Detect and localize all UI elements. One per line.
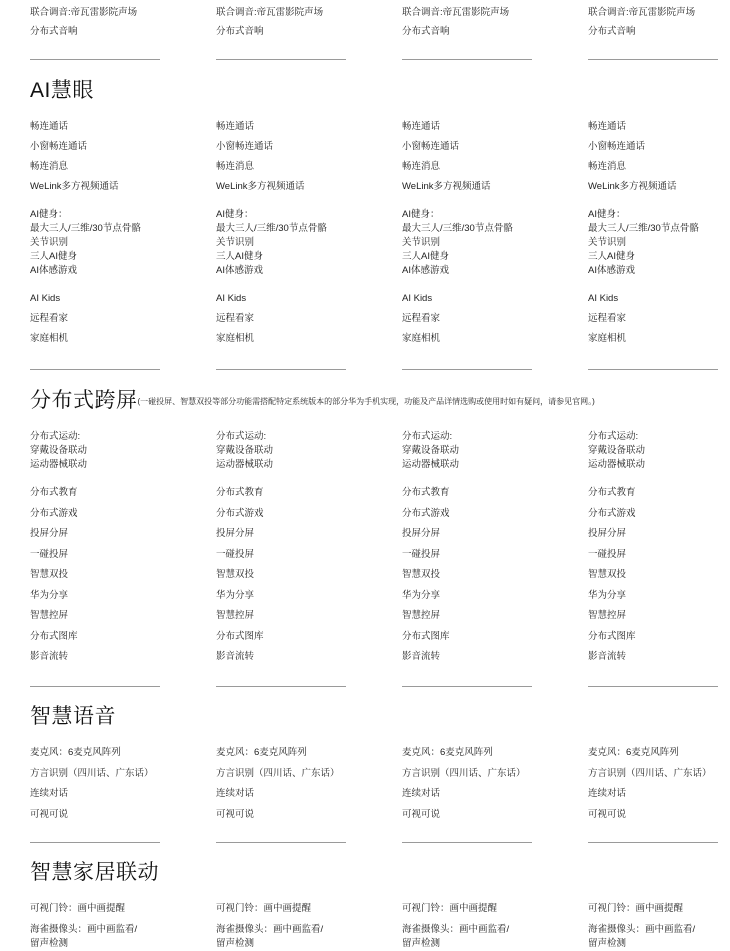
spec-line: 一碰投屏 xyxy=(402,548,441,560)
spec-line: WeLink多方视频通话 xyxy=(588,181,677,192)
spec-line: AI体感游戏 xyxy=(402,265,449,276)
spec-line: 留声检测 xyxy=(216,937,255,949)
spec-line: 穿戴设备联动 xyxy=(30,445,88,456)
section-title-home: 智慧家居联动 xyxy=(30,861,159,884)
spec-line: 关节识别 xyxy=(588,237,627,248)
spec-line: 可视可说 xyxy=(402,808,441,820)
spec-line: 联合调音:帝瓦雷影院声场 xyxy=(216,7,324,18)
spec-line: AI健身： xyxy=(588,209,626,220)
voice-col xyxy=(588,746,730,822)
spec-line: 可视可说 xyxy=(30,808,69,820)
spec-line: 远程看家 xyxy=(588,313,627,324)
spec-line: 畅连通话 xyxy=(402,121,441,132)
spec-line: 投屏分屏 xyxy=(402,528,441,539)
home-col xyxy=(30,902,205,951)
spec-line: 麦克风：6麦克风阵列 xyxy=(402,747,493,758)
divider xyxy=(30,369,160,370)
section-title-voice: 智慧语音 xyxy=(30,705,116,728)
spec-line: 三人AI健身 xyxy=(30,251,77,262)
spec-line: 影音流转 xyxy=(402,651,441,662)
spec-line: 投屏分屏 xyxy=(216,528,255,539)
distributed-col xyxy=(216,430,391,664)
ai-eye-col xyxy=(402,120,577,346)
voice-col xyxy=(216,746,391,822)
spec-line: 远程看家 xyxy=(402,313,441,324)
spec-line: 最大三人/三维/30节点骨骼 xyxy=(30,223,141,234)
spec-line: AI体感游戏 xyxy=(30,265,77,276)
spec-line: WeLink多方视频通话 xyxy=(402,181,491,192)
spec-line: 远程看家 xyxy=(30,313,69,324)
spec-line: 麦克风：6麦克风阵列 xyxy=(30,747,121,758)
spec-line: 一碰投屏 xyxy=(30,548,69,560)
section-note: (一碰投屏、智慧双投等部分功能需搭配特定系统版本的部分华为手机实现，功能及产品详情选购或使用时如有疑问，请参见官网。) xyxy=(137,396,595,406)
spec-line: 智慧双投 xyxy=(588,569,627,580)
spec-line: 可视可说 xyxy=(588,808,627,820)
section-title-ai-eye: AI慧眼 xyxy=(30,79,94,102)
spec-line: 一碰投屏 xyxy=(216,548,255,560)
spec-line: 最大三人/三维/30节点骨骼 xyxy=(402,223,513,234)
spec-line: 连续对话 xyxy=(402,788,441,799)
spec-line: 分布式图库 xyxy=(588,630,636,642)
distributed-col xyxy=(402,430,577,664)
spec-line: 小窗畅连通话 xyxy=(402,141,460,152)
spec-line: 三人AI健身 xyxy=(216,251,263,262)
spec-line: 畅连通话 xyxy=(30,121,69,132)
spec-line: AI Kids xyxy=(30,293,61,304)
spec-line: 留声检测 xyxy=(588,937,627,949)
spec-line: 分布式图库 xyxy=(30,630,78,642)
spec-line: 方言识别（四川话、广东话） xyxy=(216,767,340,779)
divider xyxy=(216,59,346,60)
ai-eye-col xyxy=(30,120,205,346)
spec-line: 分布式教育 xyxy=(216,487,264,498)
spec-line: 分布式游戏 xyxy=(30,507,78,519)
spec-line: 运动器械联动 xyxy=(402,459,460,470)
spec-line: 华为分享 xyxy=(402,589,441,601)
spec-line: 联合调音:帝瓦雷影院声场 xyxy=(402,7,510,18)
divider xyxy=(216,842,346,843)
spec-line: 连续对话 xyxy=(30,788,69,799)
spec-line: 畅连消息 xyxy=(402,161,441,172)
spec-line: 方言识别（四川话、广东话） xyxy=(30,767,154,779)
spec-line: 可视门铃：画中画提醒 xyxy=(588,903,684,914)
spec-line: 海雀摄像头：画中画监看/ xyxy=(30,923,138,935)
divider xyxy=(216,686,346,687)
voice-col xyxy=(402,746,577,822)
spec-line: AI体感游戏 xyxy=(588,265,635,276)
divider xyxy=(402,842,532,843)
spec-line: 分布式运动: xyxy=(588,431,639,442)
spec-line: 运动器械联动 xyxy=(30,459,88,470)
spec-line: 分布式运动: xyxy=(30,431,81,442)
spec-line: 分布式图库 xyxy=(216,630,264,642)
divider xyxy=(402,59,532,60)
spec-line: 家庭相机 xyxy=(216,333,255,344)
spec-line: 家庭相机 xyxy=(30,333,69,344)
section-title-text: 分布式跨屏 xyxy=(30,389,138,412)
spec-line: 海雀摄像头：画中画监看/ xyxy=(402,923,510,935)
spec-line: 智慧双投 xyxy=(216,569,255,580)
home-col xyxy=(216,902,391,951)
spec-line: 分布式教育 xyxy=(30,487,78,498)
spec-line: 华为分享 xyxy=(216,589,255,601)
divider xyxy=(30,59,160,60)
home-col xyxy=(588,902,730,951)
spec-line: 一碰投屏 xyxy=(588,548,627,560)
divider xyxy=(402,686,532,687)
spec-line: 小窗畅连通话 xyxy=(216,141,274,152)
spec-line: 远程看家 xyxy=(216,313,255,324)
spec-line: 家庭相机 xyxy=(588,333,627,344)
spec-line: AI健身： xyxy=(402,209,440,220)
spec-line: 可视门铃：画中画提醒 xyxy=(30,903,126,914)
spec-line: AI健身： xyxy=(216,209,254,220)
spec-line: 可视可说 xyxy=(216,808,255,820)
distributed-col xyxy=(588,430,730,664)
spec-line: 畅连通话 xyxy=(216,121,255,132)
spec-line: WeLink多方视频通话 xyxy=(216,181,305,192)
spec-line: 连续对话 xyxy=(588,788,627,799)
spec-line: 可视门铃：画中画提醒 xyxy=(402,903,498,914)
ai-eye-col xyxy=(588,120,730,346)
spec-line: 智慧双投 xyxy=(402,569,441,580)
top-col xyxy=(402,6,577,39)
spec-line: 智慧控屏 xyxy=(402,610,441,621)
spec-line: 分布式音响 xyxy=(402,26,450,37)
spec-line: 畅连消息 xyxy=(216,161,255,172)
spec-line: 麦克风：6麦克风阵列 xyxy=(588,747,679,758)
spec-line: 关节识别 xyxy=(30,237,69,248)
spec-line: 穿戴设备联动 xyxy=(402,445,460,456)
spec-line: 智慧双投 xyxy=(30,569,69,580)
spec-line: 运动器械联动 xyxy=(588,459,646,470)
spec-line: 分布式游戏 xyxy=(216,507,264,519)
top-col xyxy=(216,6,391,39)
spec-line: 华为分享 xyxy=(30,589,69,601)
spec-line: 分布式音响 xyxy=(588,26,636,37)
spec-line: 三人AI健身 xyxy=(402,251,449,262)
spec-line: 关节识别 xyxy=(402,237,441,248)
spec-line: 分布式音响 xyxy=(216,26,264,37)
spec-line: 投屏分屏 xyxy=(30,528,69,539)
spec-line: 分布式教育 xyxy=(402,487,450,498)
divider xyxy=(402,369,532,370)
home-col xyxy=(402,902,577,951)
divider xyxy=(588,59,718,60)
spec-line: AI Kids xyxy=(216,293,247,304)
spec-line: 连续对话 xyxy=(216,788,255,799)
spec-line: 分布式运动: xyxy=(216,431,267,442)
spec-line: 分布式图库 xyxy=(402,630,450,642)
spec-line: 华为分享 xyxy=(588,589,627,601)
spec-line: 穿戴设备联动 xyxy=(588,445,646,456)
divider xyxy=(588,686,718,687)
voice-col xyxy=(30,746,205,822)
spec-line: 方言识别（四川话、广东话） xyxy=(402,767,526,779)
spec-line: 影音流转 xyxy=(216,651,255,662)
spec-line: 分布式游戏 xyxy=(402,507,450,519)
spec-line: AI Kids xyxy=(588,293,619,304)
spec-line: 穿戴设备联动 xyxy=(216,445,274,456)
spec-line: 畅连消息 xyxy=(30,161,69,172)
divider xyxy=(30,842,160,843)
spec-line: AI体感游戏 xyxy=(216,265,263,276)
divider xyxy=(588,369,718,370)
spec-line: AI健身： xyxy=(30,209,68,220)
spec-line: 最大三人/三维/30节点骨骼 xyxy=(216,223,327,234)
spec-line: 畅连通话 xyxy=(588,121,627,132)
spec-line: 关节识别 xyxy=(216,237,255,248)
spec-line: 影音流转 xyxy=(30,651,69,662)
spec-line: 分布式运动: xyxy=(402,431,453,442)
spec-line: 分布式教育 xyxy=(588,487,636,498)
spec-line: 运动器械联动 xyxy=(216,459,274,470)
spec-line: 分布式音响 xyxy=(30,26,78,37)
spec-line: WeLink多方视频通话 xyxy=(30,181,119,192)
spec-line: 家庭相机 xyxy=(402,333,441,344)
spec-line: 智慧控屏 xyxy=(588,610,627,621)
section-title-distributed xyxy=(30,384,595,414)
spec-line: 留声检测 xyxy=(402,937,441,949)
spec-line: 方言识别（四川话、广东话） xyxy=(588,767,712,779)
top-col xyxy=(588,6,730,39)
spec-line: AI Kids xyxy=(402,293,433,304)
spec-line: 智慧控屏 xyxy=(30,610,69,621)
spec-line: 麦克风：6麦克风阵列 xyxy=(216,747,307,758)
divider xyxy=(588,842,718,843)
divider xyxy=(216,369,346,370)
spec-line: 海雀摄像头：画中画监看/ xyxy=(216,923,324,935)
spec-line: 畅连消息 xyxy=(588,161,627,172)
divider xyxy=(30,686,160,687)
spec-line: 影音流转 xyxy=(588,651,627,662)
spec-line: 联合调音:帝瓦雷影院声场 xyxy=(30,7,138,18)
spec-line: 分布式游戏 xyxy=(588,507,636,519)
top-col xyxy=(30,6,205,39)
spec-line: 联合调音:帝瓦雷影院声场 xyxy=(588,7,696,18)
spec-line: 留声检测 xyxy=(30,937,69,949)
spec-line: 最大三人/三维/30节点骨骼 xyxy=(588,223,699,234)
spec-line: 投屏分屏 xyxy=(588,528,627,539)
spec-line: 小窗畅连通话 xyxy=(30,141,88,152)
spec-line: 可视门铃：画中画提醒 xyxy=(216,903,312,914)
ai-eye-col xyxy=(216,120,391,346)
spec-line: 小窗畅连通话 xyxy=(588,141,646,152)
distributed-col xyxy=(30,430,205,664)
spec-line: 海雀摄像头：画中画监看/ xyxy=(588,923,696,935)
spec-line: 智慧控屏 xyxy=(216,610,255,621)
spec-line: 三人AI健身 xyxy=(588,251,635,262)
